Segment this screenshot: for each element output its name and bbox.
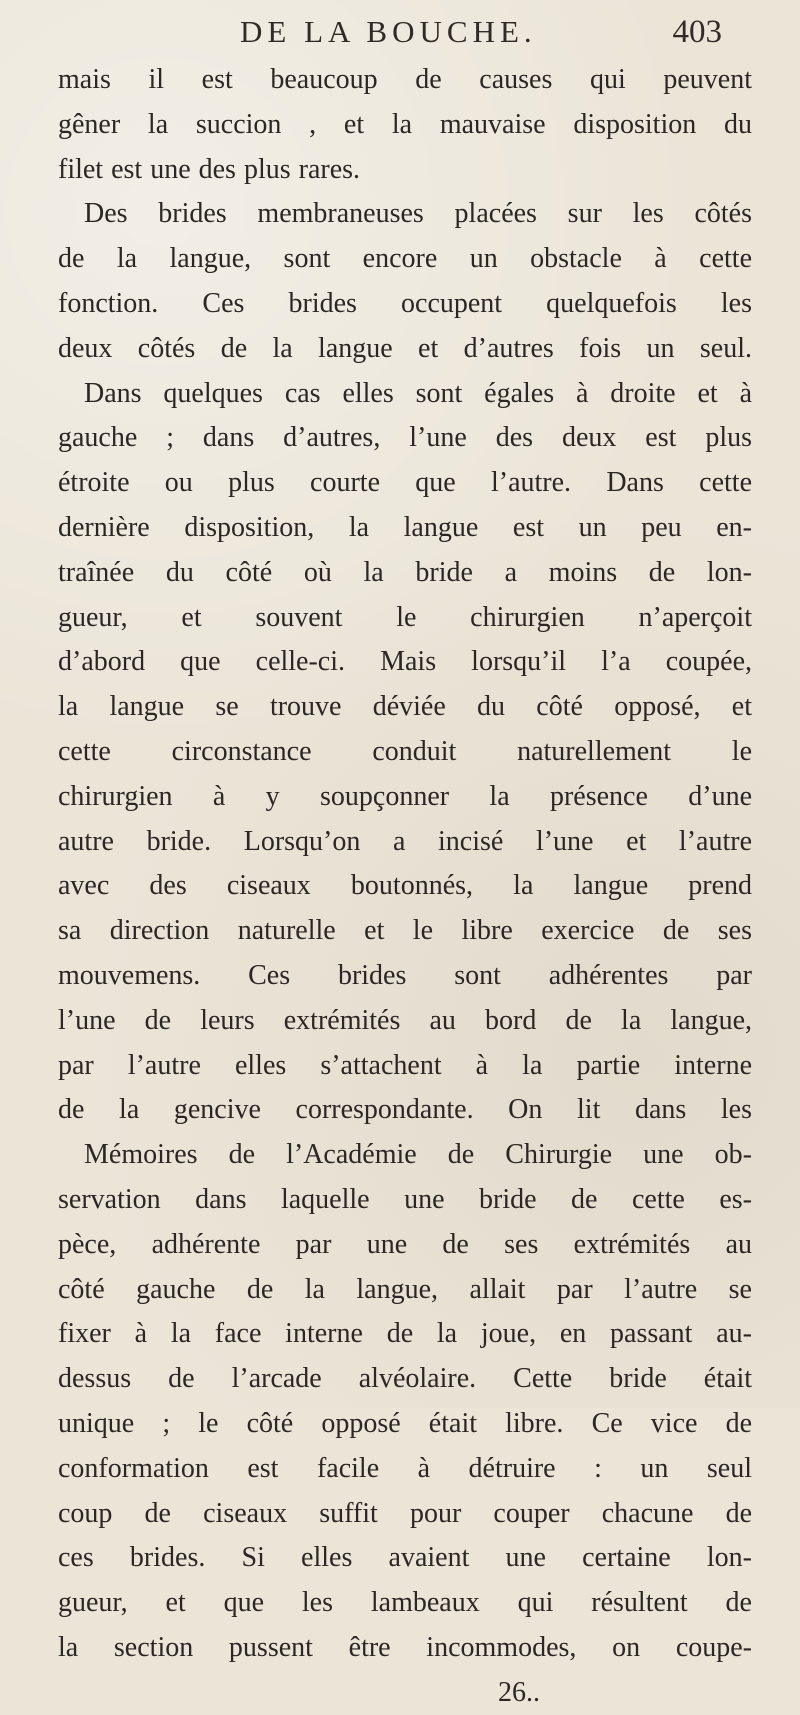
page-number: 403 xyxy=(672,14,722,50)
text-line: pèce, adhérente par une de ses extrémités au xyxy=(58,1228,752,1260)
text-line: Des brides membraneuses placées sur les côtés xyxy=(84,198,752,230)
text-line: la langue se trouve déviée du côté opposé, et xyxy=(58,691,752,723)
text-line: deux côtés de la langue et d’autres fois un seul. xyxy=(58,332,752,364)
text-line: ces brides. Si elles avaient une certaine lon- xyxy=(58,1542,752,1574)
text-line: gueur, et souvent le chirurgien n’aperçoit xyxy=(58,601,752,633)
text-line: gêner la succion , et la mauvaise disposition du xyxy=(58,108,752,140)
body-text xyxy=(58,58,752,1715)
text-line: par l’autre elles s’attachent à la partie interne xyxy=(58,1049,752,1081)
text-line: de la gencive correspondante. On lit dans les xyxy=(58,1094,752,1126)
text-line: servation dans laquelle une bride de cette es- xyxy=(58,1183,752,1215)
text-line: gueur, et que les lambeaux qui résultent de xyxy=(58,1587,752,1619)
text-line: coup de ciseaux suffit pour couper chacune de xyxy=(58,1497,752,1529)
text-line: traînée du côté où la bride a moins de lon- xyxy=(58,556,752,588)
text-line: avec des ciseaux boutonnés, la langue prend xyxy=(58,870,752,902)
text-line: dessus de l’arcade alvéolaire. Cette bride était xyxy=(58,1363,752,1395)
text-line: la section pussent être incommodes, on coupe- xyxy=(58,1631,752,1663)
running-title: DE LA BOUCHE. xyxy=(240,14,537,49)
text-line: sa direction naturelle et le libre exercice de ses xyxy=(58,915,752,947)
text-line: côté gauche de la langue, allait par l’autre se xyxy=(58,1273,752,1305)
text-line: mais il est beaucoup de causes qui peuvent xyxy=(58,64,752,95)
text-line: étroite ou plus courte que l’autre. Dans cette xyxy=(58,467,752,499)
text-line: gauche ; dans d’autres, l’une des deux est plus xyxy=(58,422,752,454)
text-line: l’une de leurs extrémités au bord de la langue, xyxy=(58,1004,752,1036)
signature-mark: 26.. xyxy=(498,1676,540,1708)
text-line: unique ; le côté opposé était libre. Ce vice de xyxy=(58,1407,752,1439)
text-line: Dans quelques cas elles sont égales à droite et à xyxy=(84,377,752,409)
text-line: de la langue, sont encore un obstacle à cette xyxy=(58,243,752,275)
text-line: chirurgien à y soupçonner la présence d’une xyxy=(58,780,752,812)
text-line: filet est une des plus rares. xyxy=(58,153,361,185)
running-head xyxy=(0,8,800,64)
text-line: dernière disposition, la langue est un peu en- xyxy=(58,511,752,543)
text-line: Mémoires de l’Académie de Chirurgie une ob- xyxy=(84,1139,752,1171)
text-line: d’abord que celle-ci. Mais lorsqu’il l’a coupée, xyxy=(58,646,752,678)
text-line: mouvemens. Ces brides sont adhérentes par xyxy=(58,959,752,991)
text-line: cette circonstance conduit naturellement le xyxy=(58,735,752,767)
text-line: fonction. Ces brides occupent quelquefois les xyxy=(58,287,752,319)
text-line: fixer à la face interne de la joue, en passant au- xyxy=(58,1318,752,1350)
text-line: conformation est facile à détruire : un seul xyxy=(58,1452,752,1484)
text-line: autre bride. Lorsqu’on a incisé l’une et l’autre xyxy=(58,825,752,857)
